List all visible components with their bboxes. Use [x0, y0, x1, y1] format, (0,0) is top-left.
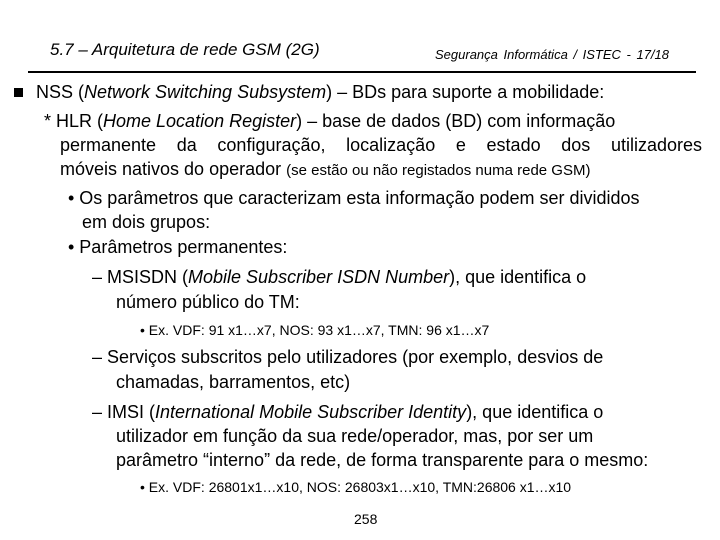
hlr-line-2: permanente da configuração, localização e estado dos utilizadores	[60, 135, 702, 155]
msisdn-line-2: número público do TM:	[116, 292, 300, 312]
permanent-params-heading: • Parâmetros permanentes:	[68, 237, 288, 257]
slide-title: 5.7 – Arquitetura de rede GSM (2G)	[50, 40, 320, 59]
services-line-1: – Serviços subscritos pelo utilizadores (por exemplo, desvios de	[92, 347, 604, 367]
page-number: 258	[354, 511, 378, 527]
nss-line: NSS (Network Switching Subsystem) – BDs para suporte a mobilidade:	[36, 82, 605, 102]
imsi-line-2: utilizador em função da sua rede/operador, mas, por ser um	[116, 426, 594, 446]
services-line-2: chamadas, barramentos, etc)	[116, 372, 351, 392]
imsi-line-3: parâmetro “interno” da rede, de forma transparente para o mesmo:	[116, 450, 649, 470]
params-intro-line-2: em dois grupos:	[82, 212, 211, 232]
header-divider	[28, 71, 696, 73]
square-bullet-icon	[14, 88, 23, 97]
params-intro-line-1: • Os parâmetros que caracterizam esta informação podem ser divididos	[68, 188, 640, 208]
imsi-line-1: – IMSI (International Mobile Subscriber Identity), que identifica o	[92, 402, 604, 422]
msisdn-line-1: – MSISDN (Mobile Subscriber ISDN Number), que identifica o	[92, 267, 587, 287]
header-course-info: Segurança Informática / ISTEC - 17/18	[435, 47, 669, 62]
hlr-line-3: móveis nativos do operador (se estão ou não registados numa rede GSM)	[60, 159, 591, 179]
msisdn-example: • Ex. VDF: 91 x1…x7, NOS: 93 x1…x7, TMN: 96 x1…x7	[140, 322, 490, 338]
hlr-line-1: * HLR (Home Location Register) – base de dados (BD) com informação	[44, 111, 616, 131]
imsi-example: • Ex. VDF: 26801x1…x10, NOS: 26803x1…x10, TMN:26806 x1…x10	[140, 479, 572, 495]
